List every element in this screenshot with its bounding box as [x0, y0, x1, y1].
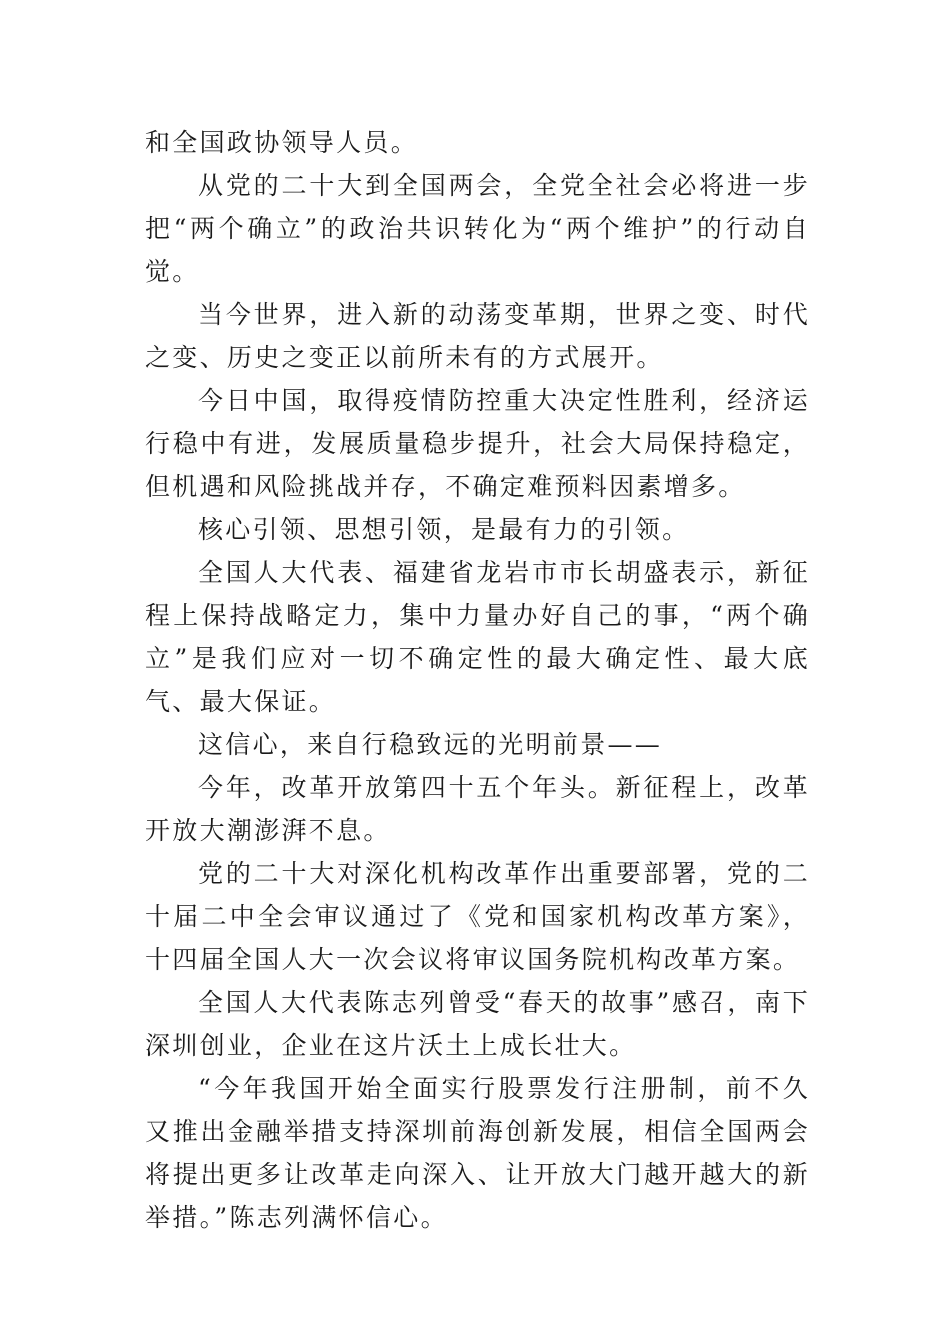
paragraph: 今年，改革开放第四十五个年头。新征程上，改革开放大潮澎湃不息。 [145, 773, 810, 845]
paragraph: 这信心，来自行稳致远的光明前景—— [198, 730, 663, 759]
paragraph: 从党的二十大到全国两会，全党全社会必将进一步把“两个确立”的政治共识转化为“两个维护”的行动自觉。 [145, 171, 810, 286]
paragraph: “今年我国开始全面实行股票发行注册制，前不久又推出金融举措支持深圳前海创新发展，相信全国两会将提出更多让改革走向深入、让开放大门越开越大的新举措。”陈志列满怀信心。 [145, 1074, 810, 1232]
paragraph: 核心引领、思想引领，是最有力的引领。 [198, 515, 690, 544]
paragraph: 今日中国，取得疫情防控重大决定性胜利，经济运行稳中有进，发展质量稳步提升，社会大局保持稳定，但机遇和风险挑战并存，不确定难预料因素增多。 [145, 386, 810, 501]
document-body [145, 121, 810, 1239]
paragraph: 全国人大代表陈志列曾受“春天的故事”感召，南下深圳创业，企业在这片沃土上成长壮大。 [145, 988, 810, 1060]
paragraph: 党的二十大对深化机构改革作出重要部署，党的二十届二中全会审议通过了《党和国家机构改革方案》，十四届全国人大一次会议将审议国务院机构改革方案。 [145, 859, 810, 974]
paragraph: 和全国政协领导人员。 [145, 128, 419, 157]
paragraph: 当今世界，进入新的动荡变革期，世界之变、时代之变、历史之变正以前所未有的方式展开。 [145, 300, 810, 372]
paragraph: 全国人大代表、福建省龙岩市市长胡盛表示，新征程上保持战略定力，集中力量办好自己的事，“两个确立”是我们应对一切不确定性的最大确定性、最大底气、最大保证。 [145, 558, 810, 716]
